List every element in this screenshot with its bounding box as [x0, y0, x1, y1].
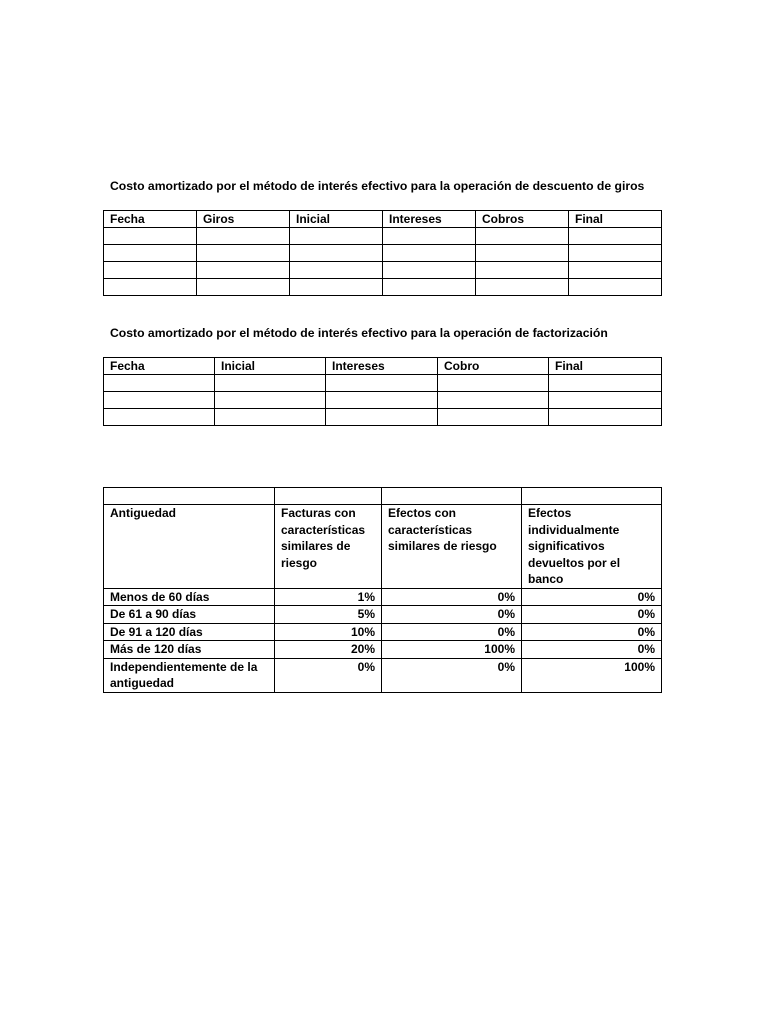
table-row — [104, 245, 662, 262]
column-header: Fecha — [104, 211, 197, 228]
row-label: De 91 a 120 días — [104, 623, 275, 641]
table-cell — [476, 262, 569, 279]
table-cell: 100% — [522, 658, 662, 692]
table-cell — [197, 279, 290, 296]
table-row — [104, 623, 662, 641]
row-label: Independientemente de la antiguedad — [104, 658, 275, 692]
table-cell: 0% — [522, 588, 662, 606]
table-cell — [438, 375, 549, 392]
table-cell — [549, 375, 662, 392]
column-header: Cobro — [438, 358, 549, 375]
row-label: Menos de 60 días — [104, 588, 275, 606]
table-descuento-giros — [103, 210, 662, 296]
table-cell — [215, 392, 326, 409]
table-cell: 0% — [382, 658, 522, 692]
table-antiguedad-deterioro — [103, 487, 662, 693]
table-cell: 10% — [275, 623, 382, 641]
table-cell — [569, 279, 662, 296]
table-cell — [383, 262, 476, 279]
column-header: Giros — [197, 211, 290, 228]
table-cell — [476, 245, 569, 262]
table-cell — [438, 392, 549, 409]
table-cell — [476, 279, 569, 296]
table-cell — [549, 392, 662, 409]
table-cell — [522, 488, 662, 505]
table-cell: 5% — [275, 606, 382, 624]
table-cell — [197, 228, 290, 245]
table-cell — [104, 375, 215, 392]
table-cell — [569, 262, 662, 279]
column-header: Efectos con características similares de riesgo — [382, 505, 522, 589]
row-label: Más de 120 días — [104, 641, 275, 659]
table-header-row — [104, 358, 662, 375]
column-header: Inicial — [215, 358, 326, 375]
table-cell — [197, 245, 290, 262]
table-row — [104, 279, 662, 296]
table-cell: 0% — [382, 588, 522, 606]
table-cell — [569, 228, 662, 245]
table-cell — [104, 392, 215, 409]
table-blank-row — [104, 488, 662, 505]
table-cell — [215, 409, 326, 426]
table-cell — [290, 262, 383, 279]
table-cell — [326, 409, 438, 426]
table-cell — [569, 245, 662, 262]
column-header: Cobros — [476, 211, 569, 228]
column-header: Inicial — [290, 211, 383, 228]
table-row — [104, 409, 662, 426]
column-header: Intereses — [383, 211, 476, 228]
table-cell — [215, 375, 326, 392]
table-cell — [549, 409, 662, 426]
section-title-factorizacion: Costo amortizado por el método de interés efectivo para la operación de factorización — [110, 326, 608, 340]
table-cell: 0% — [275, 658, 382, 692]
column-header: Fecha — [104, 358, 215, 375]
table-cell: 100% — [382, 641, 522, 659]
table-cell — [104, 279, 197, 296]
table-cell — [326, 375, 438, 392]
table-cell — [104, 488, 275, 505]
table-cell: 0% — [522, 606, 662, 624]
column-header: Final — [569, 211, 662, 228]
table-row — [104, 658, 662, 692]
table-cell: 0% — [522, 623, 662, 641]
table-cell — [104, 245, 197, 262]
table-factorizacion — [103, 357, 662, 426]
column-header: Facturas con características similares de riesgo — [275, 505, 382, 589]
column-header: Efectos individualmente significativos devueltos por el banco — [522, 505, 662, 589]
table-cell — [290, 245, 383, 262]
table-cell — [197, 262, 290, 279]
table-cell: 20% — [275, 641, 382, 659]
table-row — [104, 228, 662, 245]
table-cell — [104, 409, 215, 426]
table-cell: 0% — [382, 606, 522, 624]
table-cell — [104, 228, 197, 245]
table-row — [104, 641, 662, 659]
column-header: Intereses — [326, 358, 438, 375]
table-cell — [290, 228, 383, 245]
table-cell — [104, 262, 197, 279]
table-cell — [290, 279, 383, 296]
table-row — [104, 588, 662, 606]
table-cell: 0% — [382, 623, 522, 641]
table-header-row — [104, 211, 662, 228]
table-cell — [476, 228, 569, 245]
table-header-row — [104, 505, 662, 589]
table-cell — [275, 488, 382, 505]
table-row — [104, 262, 662, 279]
table-row — [104, 375, 662, 392]
table-row — [104, 392, 662, 409]
table-cell — [438, 409, 549, 426]
table-row — [104, 606, 662, 624]
table-cell — [382, 488, 522, 505]
table-cell — [383, 228, 476, 245]
table-cell: 1% — [275, 588, 382, 606]
table-cell: 0% — [522, 641, 662, 659]
table-cell — [383, 245, 476, 262]
column-header: Antiguedad — [104, 505, 275, 589]
table-cell — [326, 392, 438, 409]
row-label: De 61 a 90 días — [104, 606, 275, 624]
table-cell — [383, 279, 476, 296]
column-header: Final — [549, 358, 662, 375]
section-title-descuento-giros: Costo amortizado por el método de interés efectivo para la operación de descuento de giros — [110, 179, 645, 193]
